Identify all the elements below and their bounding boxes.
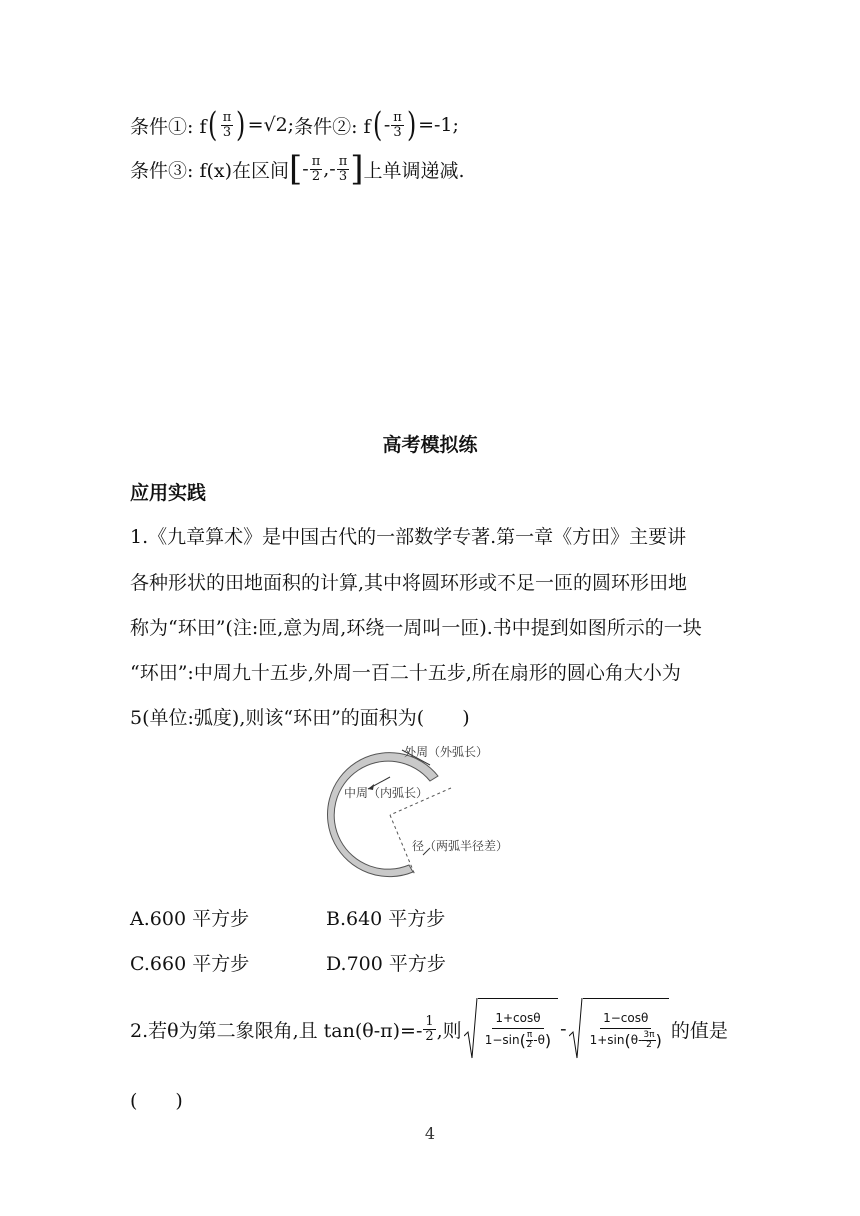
radical-2 <box>569 998 669 1060</box>
radical-1-fraction: 1+cosθ 1−sin ( π 2 -θ ) <box>484 1011 552 1050</box>
radius-diff-label: 径（两弧半径差） <box>412 839 509 853</box>
q1-line-4: “环田”:中周九十五步,外周一百二十五步,所在扇形的圆心角大小为 <box>130 662 681 684</box>
fraction-one-half: $\frac{1}{2}$ <box>425 1013 434 1044</box>
inner-arc-label: 中周（内弧长） <box>344 786 429 800</box>
q1-line-3: 称为“环田”(注:匝,意为周,环绕一周叫一匝).书中提到如图所示的一块 <box>130 617 702 639</box>
fraction-pi-over-3: $\frac{\pi}{3}$ <box>338 153 348 184</box>
fraction-pi-over-3: $\frac{\pi}{3}$ <box>222 109 232 140</box>
q2-line: 2.若θ为第二象限角,且 tan(θ-π)=- $\frac{1}{2}$ ,则 1+cosθ 1−sin ( π 2 -θ ) - 1−cosθ 1+sin ( θ- 3π 2 ) 的值是 <box>130 996 728 1062</box>
fraction-pi-over-2: $\frac{\pi}{2}$ <box>311 153 321 184</box>
condition-line-3: 条件③: f(x)在区间 [ - $\frac{\pi}{2}$ ,- $\frac{\pi}{3}$ ] 上单调递减. <box>130 149 465 189</box>
page-number: 4 <box>424 1124 436 1143</box>
radical-sign-icon <box>464 998 478 1060</box>
condition-1-label: 条件①: f <box>130 115 207 138</box>
ring-field-figure <box>320 735 540 885</box>
option-a[interactable]: A.600 平方步 <box>130 908 250 930</box>
subsection-title: 应用实践 <box>130 482 207 504</box>
q1-line-5: 5(单位:弧度),则该“环田”的面积为( ) <box>130 707 470 729</box>
condition-1-value: =√2; <box>247 114 295 136</box>
radical-2-fraction: 1−cosθ 1+sin ( θ- 3π 2 ) <box>589 1011 662 1050</box>
q2-answer-blank[interactable]: ( ) <box>130 1090 183 1112</box>
q2-suffix: 的值是 <box>670 1019 728 1042</box>
condition-3-label: 条件③: f(x)在区间 <box>130 159 290 182</box>
condition-line-1: 条件①: f ( $\frac{\pi}{3}$ ) =√2; 条件②: f ( - $\frac{\pi}{3}$ ) =-1; <box>130 105 459 145</box>
option-b[interactable]: B.640 平方步 <box>326 908 446 930</box>
q1-line-2: 各种形状的田地面积的计算,其中将圆环形或不足一匝的圆环形田地 <box>130 572 688 594</box>
fraction-pi-over-3: $\frac{\pi}{3}$ <box>393 109 402 140</box>
condition-2-label: 条件②: f <box>294 115 371 138</box>
section-title: 高考模拟练 <box>382 434 478 456</box>
q2-prefix: 2.若θ为第二象限角,且 tan(θ-π)=- <box>130 1019 423 1042</box>
condition-2-value: =-1; <box>418 114 459 136</box>
outer-arc-label: 外周（外弧长） <box>404 745 489 759</box>
radical-sign-icon <box>569 998 583 1060</box>
condition-3-suffix: 上单调递减. <box>363 159 465 182</box>
option-d[interactable]: D.700 平方步 <box>326 953 446 975</box>
option-c[interactable]: C.660 平方步 <box>130 953 250 975</box>
q1-line-1: 1.《九章算术》是中国古代的一部数学专著.第一章《方田》主要讲 <box>130 526 687 548</box>
ring-arc <box>328 753 438 877</box>
radical-1 <box>464 998 558 1060</box>
